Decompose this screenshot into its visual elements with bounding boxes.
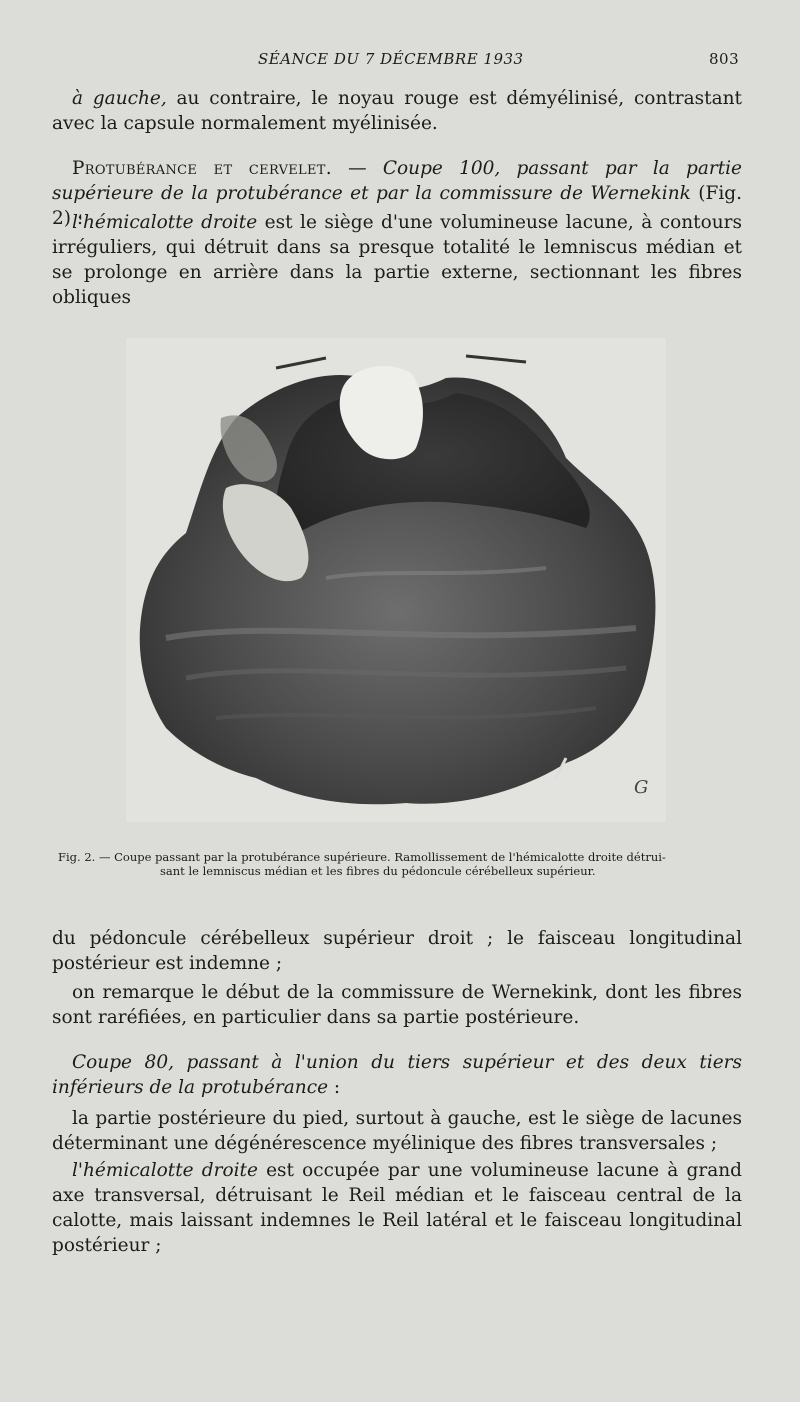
corner-mark: G bbox=[634, 777, 649, 798]
caption-text-1: — Coupe passant par la protubérance supérieure. Ramollissement de l'hémicalotte droite détrui- bbox=[95, 850, 666, 864]
paragraph-text: on remarque le début de la commissure de Wernekink, dont les fibres sont raréfiées, en particulier dans sa partie postérieure. bbox=[52, 982, 742, 1028]
paragraph-3 bbox=[52, 926, 742, 976]
paragraph-text: la partie postérieure du pied, surtout à gauche, est le siège de lacunes déterminant une dégénérescence myélinique des fibres transversales ; bbox=[52, 1108, 742, 1154]
colon: : bbox=[328, 1077, 341, 1098]
caption-line-2: sant le lemniscus médian et les fibres du pédoncule cérébelleux supérieur. bbox=[160, 864, 596, 878]
paragraph-6 bbox=[52, 1106, 742, 1156]
paragraph-text: du pédoncule cérébelleux supérieur droit ; le faisceau longitudinal postérieur est indemne ; bbox=[52, 928, 742, 974]
italic-lead: à gauche, bbox=[72, 88, 167, 109]
caption-line-1 bbox=[58, 850, 748, 864]
paragraph-text: est occupée par une volumineuse lacune à grand axe transversal, détruisant le Reil médian et le faisceau central de la calotte, mais laissant indemnes le Reil latéral et le faisceau longitudinal postérieur ; bbox=[52, 1160, 742, 1256]
running-title: SÉANCE DU 7 DÉCEMBRE 1933 bbox=[258, 50, 524, 68]
coupe-description: Coupe 100, passant par la partie supérieure de la protubérance et par la commissure de Wernekink bbox=[52, 158, 742, 204]
figure-caption bbox=[58, 850, 748, 878]
section-heading: Protubérance et cervelet. bbox=[72, 158, 332, 179]
figure-reference: (Fig. 2) : bbox=[52, 183, 742, 229]
paragraph-text: est le siège d'une volumineuse lacune, à contours irréguliers, qui détruit dans sa presque totalité le lemniscus médian et se prolonge en arrière dans la partie externe, sectionnant les fibres obliques bbox=[52, 212, 742, 308]
running-header bbox=[0, 50, 800, 72]
page-number: 803 bbox=[709, 50, 740, 68]
paragraph-2 bbox=[52, 210, 742, 310]
caption-label: Fig. 2. bbox=[58, 850, 96, 864]
paragraph-top bbox=[52, 86, 742, 136]
paragraph-text: au contraire, le noyau rouge est démyélinisé, contrastant avec la capsule normalement myélinisée. bbox=[52, 88, 742, 134]
paragraph-7 bbox=[52, 1158, 742, 1258]
paragraph-5 bbox=[52, 1050, 742, 1100]
italic-lead: l'hémicalotte droite bbox=[72, 212, 258, 233]
paragraph-4 bbox=[52, 980, 742, 1030]
italic-lead: l'hémicalotte droite bbox=[72, 1160, 258, 1181]
figure-2-histology-image bbox=[126, 338, 666, 822]
coupe-80-description: Coupe 80, passant à l'union du tiers supérieur et des deux tiers inférieurs de la protubérance bbox=[52, 1052, 742, 1098]
dash: — bbox=[331, 158, 383, 179]
brainstem-section-illustration bbox=[126, 338, 666, 822]
